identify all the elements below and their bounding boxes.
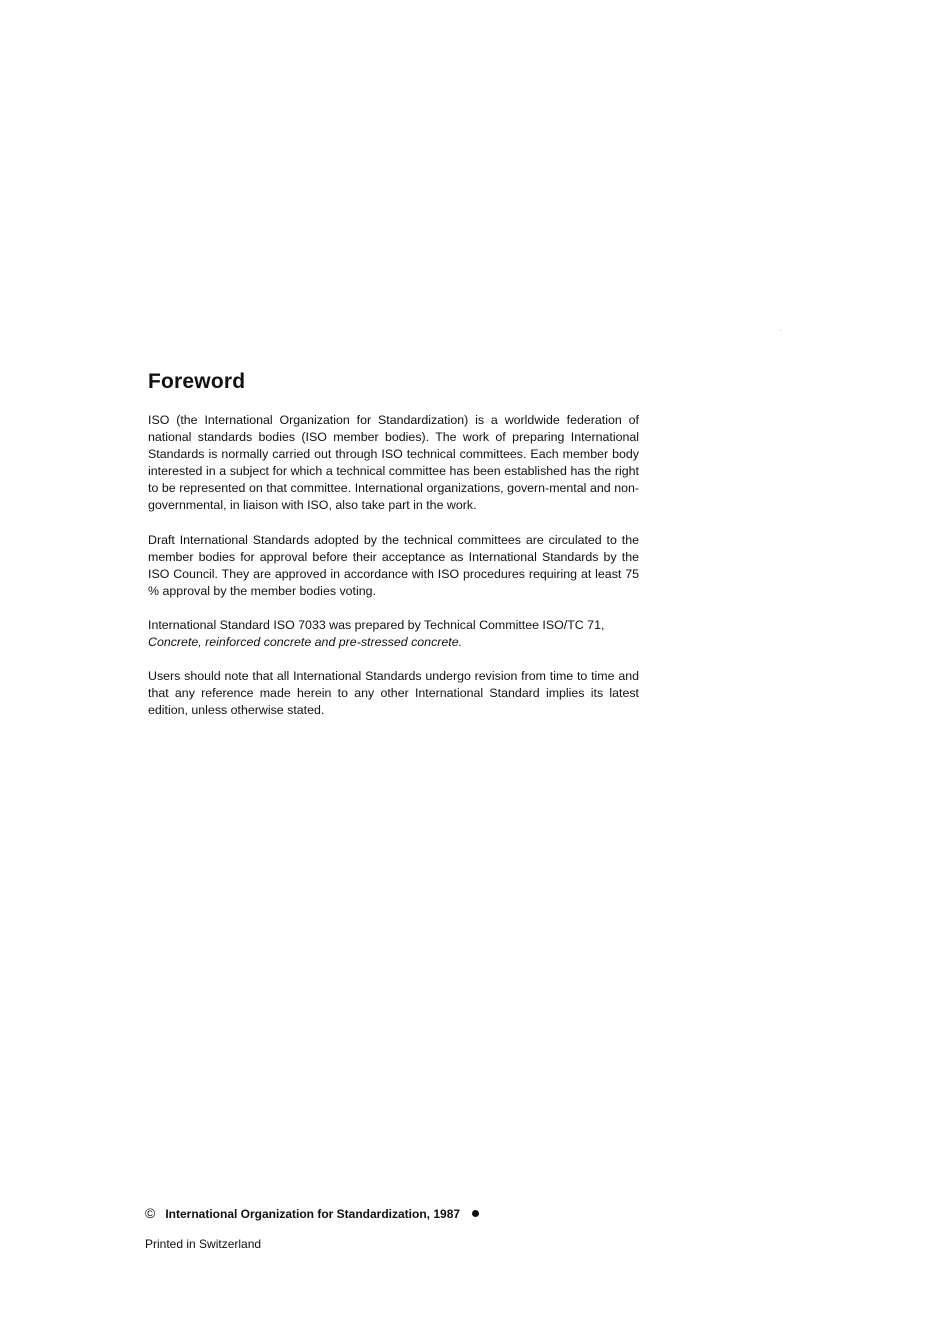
prepared-by-text: International Standard ISO 7033 was prepared by Technical Committee ISO/TC 71,	[148, 618, 605, 632]
foreword-paragraph-prepared-by	[148, 617, 639, 651]
copyright-symbol: ©	[145, 1205, 156, 1221]
copyright-text: International Organization for Standardization, 1987	[165, 1207, 461, 1221]
copyright-line	[145, 1204, 645, 1223]
foreword-heading: Foreword	[148, 370, 246, 393]
foreword-paragraph-approval: Draft International Standards adopted by the technical committees are circulated to the member bodies for approval before their acceptance as International Standards by the ISO Council. They are approved in accordance with ISO procedures requiring at least 75 % approval by the member bodies voting.	[148, 533, 639, 598]
foreword-paragraph-iso-intro: ISO (the International Organization for Standardization) is a worldwide federation of national standards bodies (ISO member bodies). The work of preparing International Standards is normally carried out through ISO technical committees. Each member body interested in a subject for which a technical committee has been established has the right to be represented on that committee. International organizations, govern-mental and non-governmental, in liaison with ISO, also take part in the work.	[148, 413, 639, 512]
committee-title: Concrete, reinforced concrete and pre-stressed concrete.	[148, 635, 463, 649]
foreword-section	[148, 368, 639, 736]
scan-speck	[780, 330, 781, 331]
bullet-dot-icon	[472, 1210, 479, 1217]
printed-in-label: Printed in Switzerland	[145, 1237, 262, 1251]
foreword-paragraph-revision-note: Users should note that all International Standards undergo revision from time to time and that any reference made herein to any other International Standard implies its latest edition, unless otherwise stated.	[148, 669, 639, 717]
page-footer	[145, 1204, 645, 1252]
